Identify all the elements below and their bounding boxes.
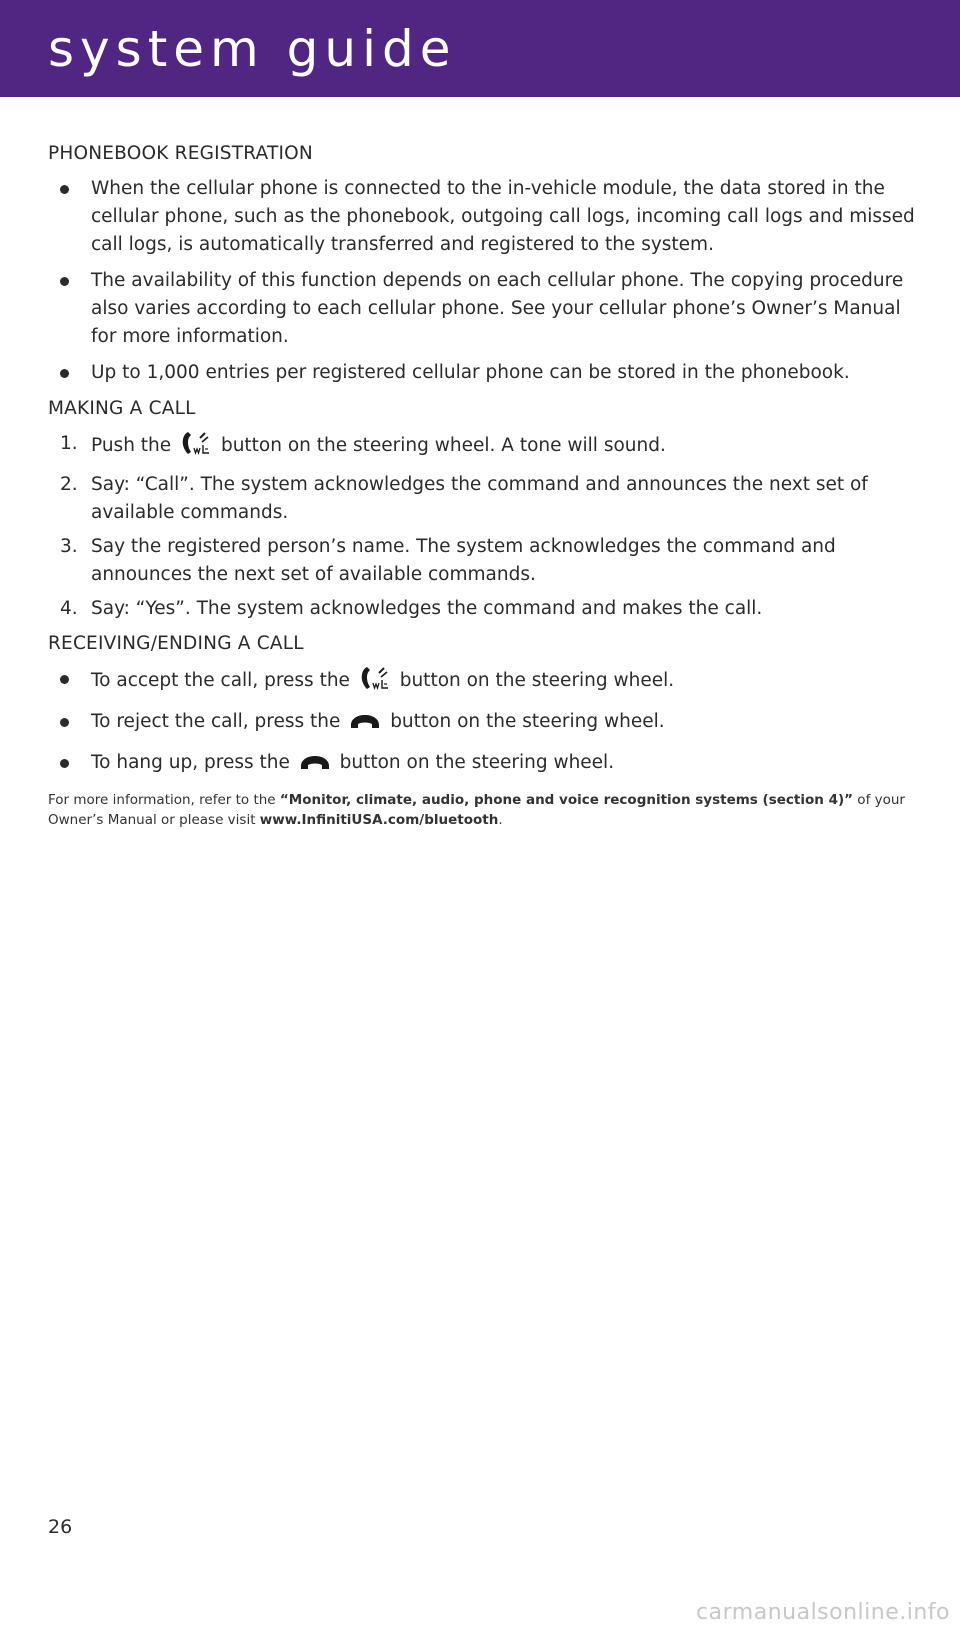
list-item	[48, 749, 918, 782]
bullet-text: To hang up, press the	[91, 752, 290, 773]
step-number: 1.	[60, 433, 78, 454]
step-text: Say: “Yes”. The system acknowledges the command and makes the call.	[91, 598, 763, 619]
bullet-text: button on the steering wheel.	[399, 670, 675, 691]
list-item	[48, 595, 918, 623]
step-number: 3.	[60, 536, 78, 557]
phonebook-list	[48, 175, 918, 387]
bullet-text: To accept the call, press the	[91, 670, 350, 691]
step-text: Say: “Call”. The system acknowledges the command and announces the next set of available commands.	[91, 474, 868, 523]
step-number: 4.	[60, 598, 78, 619]
page-number: 26	[48, 1516, 73, 1538]
step-number: 2.	[60, 474, 78, 495]
phone-voice-icon	[358, 665, 392, 700]
list-item	[48, 533, 918, 589]
list-item: The availability of this function depends on each cellular phone. The copying procedure also varies according to each cellular phone. See your cellular phone’s Owner’s Manual for more information.	[48, 267, 918, 351]
footnote	[48, 790, 918, 830]
header-bar	[0, 0, 960, 97]
content	[48, 140, 918, 830]
phone-voice-icon	[179, 430, 213, 465]
step-text: button on the steering wheel. A tone will sound.	[220, 435, 666, 456]
step-text: Say the registered person’s name. The system acknowledges the command and announces the next set of available commands.	[91, 536, 836, 585]
phonebook-heading: PHONEBOOK REGISTRATION	[48, 143, 313, 164]
page-title: system guide	[48, 20, 457, 78]
footnote-reference: “Monitor, climate, audio, phone and voice recognition systems (section 4)”	[279, 792, 854, 808]
making-call-heading: MAKING A CALL	[48, 398, 196, 419]
footnote-text: of your Owner’s Manual or please visit	[48, 792, 905, 828]
hang-up-icon	[298, 753, 332, 782]
bullet-text: button on the steering wheel.	[339, 752, 615, 773]
list-item	[48, 708, 918, 741]
list-item: When the cellular phone is connected to the in-vehicle module, the data stored in the cellular phone, such as the phonebook, outgoing call logs, incoming call logs and missed call logs, is automatically transferred and registered to the system.	[48, 175, 918, 259]
footnote-link[interactable]: www.InfinitiUSA.com/bluetooth	[259, 812, 499, 828]
receiving-call-list	[48, 665, 918, 782]
footnote-text: .	[498, 812, 503, 828]
list-item	[48, 430, 918, 465]
bullet-text: button on the steering wheel.	[390, 711, 665, 732]
footnote-text: For more information, refer to the	[48, 792, 280, 808]
receiving-call-heading: RECEIVING/ENDING A CALL	[48, 633, 304, 654]
list-item	[48, 665, 918, 700]
list-item: Up to 1,000 entries per registered cellular phone can be stored in the phonebook.	[48, 359, 918, 387]
list-item	[48, 471, 918, 527]
step-text: Push the	[91, 435, 172, 456]
hang-up-icon	[348, 712, 382, 741]
bullet-text: To reject the call, press the	[91, 711, 341, 732]
making-call-steps	[48, 430, 918, 623]
watermark: carmanualsonline.info	[696, 1600, 950, 1625]
